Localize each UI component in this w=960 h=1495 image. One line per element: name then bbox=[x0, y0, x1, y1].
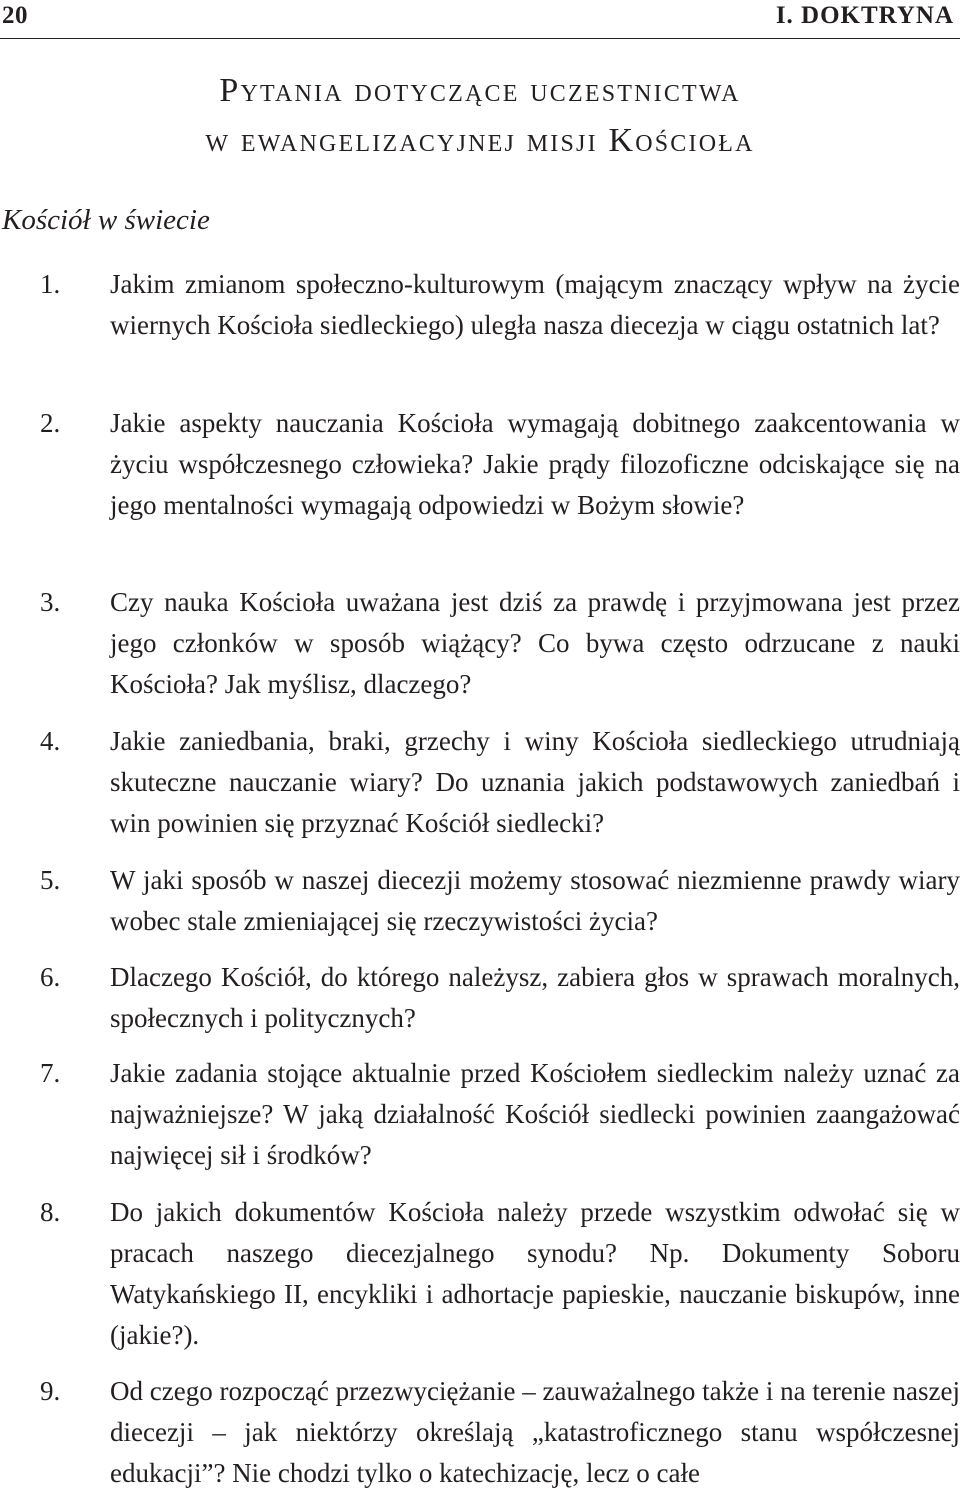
question-item bbox=[0, 721, 960, 845]
question-number: 2. bbox=[40, 408, 61, 438]
question-number: 3. bbox=[40, 587, 61, 617]
question-number: 6. bbox=[40, 962, 61, 992]
question-text: Od czego rozpocząć przezwyciężanie – zauważalnego także i na terenie naszej diecezji – jak niektórzy określają „katastroficznego stanu współczesnej edukacji”? Nie chodzi tylko o katechizację, lecz o całe bbox=[110, 1376, 960, 1488]
question-item bbox=[0, 264, 960, 388]
section-title-line-2: w ewangelizacyjnej misji Kościoła bbox=[205, 122, 755, 159]
subsection-heading: Kościół w świecie bbox=[2, 204, 210, 236]
question-text: W jaki sposób w naszej diecezji możemy stosować niezmienne prawdy wiary wobec stale zmieniającej się rzeczywistości życia? bbox=[110, 865, 960, 936]
question-number: 8. bbox=[40, 1197, 61, 1227]
page-number: 20 bbox=[2, 2, 28, 29]
question-item bbox=[0, 957, 960, 1040]
question-text: Jakie aspekty nauczania Kościoła wymagają dobitnego zaakcentowania w życiu współczesnego człowieka? Jakie prądy filozoficzne odciskające się na jego mentalności wymagają odpowiedzi w Bożym słowie? bbox=[110, 408, 960, 520]
question-number: 9. bbox=[40, 1376, 61, 1406]
question-list bbox=[0, 264, 960, 1495]
section-title bbox=[0, 66, 960, 166]
question-item bbox=[0, 403, 960, 567]
question-number: 4. bbox=[40, 726, 61, 756]
question-number: 5. bbox=[40, 865, 61, 895]
question-number: 7. bbox=[40, 1058, 61, 1088]
question-text: Jakim zmianom społeczno-kulturowym (mającym znaczący wpływ na życie wiernych Kościoła siedleckiego) uległa nasza diecezja w ciągu ostatnich lat? bbox=[110, 269, 960, 340]
question-item bbox=[0, 860, 960, 943]
question-item bbox=[0, 582, 960, 706]
question-text: Czy nauka Kościoła uważana jest dziś za prawdę i przyjmowana jest przez jego członków w sposób wiążący? Co bywa często odrzucane z nauki Kościoła? Jak myślisz, dlaczego? bbox=[110, 587, 960, 699]
question-item bbox=[0, 1371, 960, 1495]
question-number: 1. bbox=[40, 269, 61, 299]
header-rule bbox=[0, 38, 960, 39]
chapter-title: I. DOKTRYNA bbox=[775, 2, 954, 29]
question-text: Jakie zaniedbania, braki, grzechy i winy Kościoła siedleckiego utrudniają skuteczne nauczanie wiary? Do uznania jakich podstawowych zaniedbań i win powinien się przyznać Kościół siedlecki? bbox=[110, 726, 960, 838]
question-text: Jakie zadania stojące aktualnie przed Kościołem siedleckim należy uznać za najważniejsze? W jaką działalność Kościół siedlecki powinien zaangażować najwięcej sił i środków? bbox=[110, 1058, 960, 1170]
question-item bbox=[0, 1053, 960, 1177]
section-title-line-1: Pytania dotyczące uczestnictwa bbox=[219, 72, 741, 109]
question-text: Do jakich dokumentów Kościoła należy przede wszystkim odwołać się w pracach naszego diecezjalnego synodu? Np. Dokumenty Soboru Watykańskiego II, encykliki i adhortacje papieskie, nauczanie biskupów, inne (jakie?). bbox=[110, 1197, 960, 1350]
running-header bbox=[0, 0, 960, 40]
question-item bbox=[0, 1192, 960, 1356]
question-text: Dlaczego Kościół, do którego należysz, zabiera głos w sprawach moralnych, społecznych i politycznych? bbox=[110, 962, 960, 1033]
